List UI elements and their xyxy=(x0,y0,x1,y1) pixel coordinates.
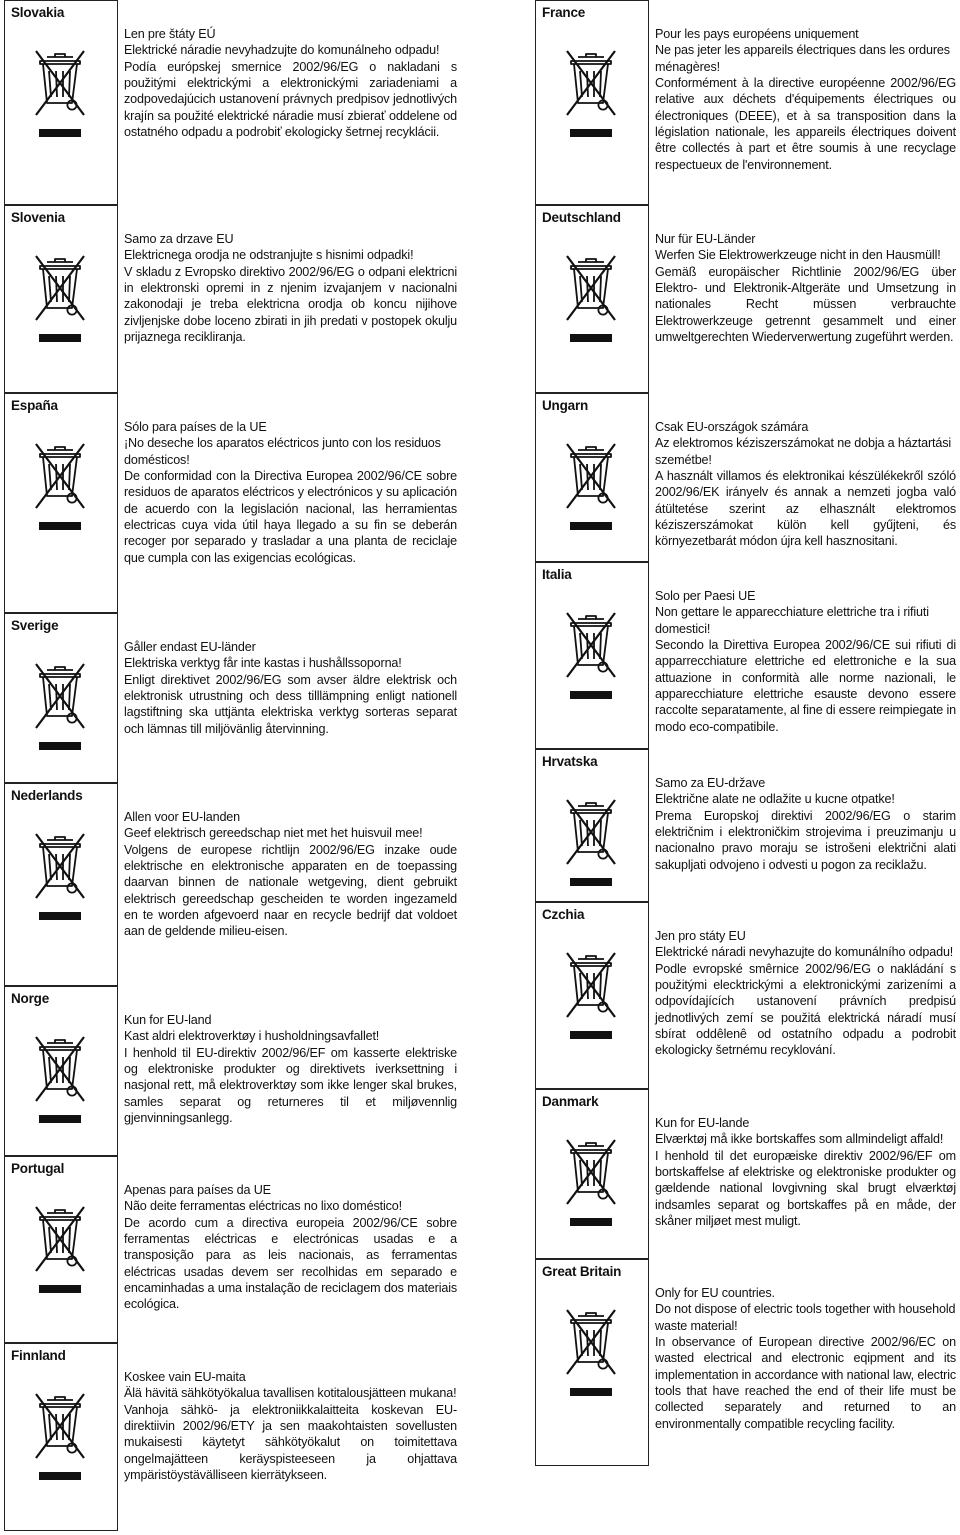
disposal-notice xyxy=(655,775,956,873)
country-cell xyxy=(535,393,649,562)
country-section xyxy=(4,783,459,986)
notice-body: Podía európskej smernice 2002/96/EG o nakladani s použitými elektrickými a elektronickými zariadeniami a zodpovedajúcich ustanovení právnych predpisov jednotlivých krajín sa použité elektrické náradie musí zbierať oddelene od ostatného odpadu a podrobiť ekologicky šetrnej recyklácii. xyxy=(124,59,457,140)
notice-body: Secondo la Direttiva Europea 2002/96/CE sui rifiuti di apparrecchiature elettriche ed elettroniche e la sua attuazione in conformità alle norme nazionali, le apparecchiature elettriche esauste devono essere raccolte separatamente, al fine di essere reimpiegate in modo eco-compatibile. xyxy=(655,638,957,734)
country-name: Great Britain xyxy=(542,1264,622,1279)
notice-warning: ¡No deseche los aparatos eléctricos junto con los residuos domésticos! xyxy=(124,436,441,467)
notice-warning: Ne pas jeter les appareils électriques dans les ordures ménagères! xyxy=(655,43,950,74)
notice-body: A használt villamos és elektronikai készülékekről szóló 2002/96/EK irányelv és annak a nemzeti jogba való átültetése szerint az elhasznált elektromos kéziszerszámokat külön kell gyűjteni, és környezetbarát módon újra kell hasznositani. xyxy=(655,469,956,549)
notice-body: Gemäß europäischer Richtlinie 2002/96/EG über Elektro- und Elektronik-Altgeräte und Umsetzung in nationales Recht müssen verbrauchte Elektrowerkzeuge getrennt gesammelt und einer umweltgerechten Wiederverwertung zugeführt werden. xyxy=(655,264,956,345)
country-name: Ungarn xyxy=(542,398,589,413)
notice-body: Prema Europskoj direktivi 2002/96/EG o starim električnim i elektroničkim strojevima i preuzimanju u nacionalno pravo moraju se istrošeni električni alati sakupljati odvojeno i odvesti u pogon za reciklažu. xyxy=(655,808,956,872)
country-section xyxy=(535,393,958,562)
country-cell xyxy=(535,749,649,902)
notice-body: De conformidad con la Directiva Europea 2002/96/CE sobre residuos de aparatos eléctricos y electrónicos y su aplicación de acuerdo con la legislación nacional, las herramientas electricas cuya vida útil haya llegado a su fin se deberán recoger por separado y trasladar a una planta de reciclaje que cumpla con las exigencias ecológicas. xyxy=(124,469,457,565)
country-name: Portugal xyxy=(11,1161,65,1176)
country-section xyxy=(4,1156,459,1343)
notice-title: Samo za drzave EU xyxy=(124,232,234,246)
notice-title: Jen pro státy EU xyxy=(655,929,746,943)
notice-warning: Älä hävitä sähkötyökalua tavallisen kotitalousjätteen mukana! xyxy=(124,1386,457,1401)
crossed-out-wheelie-bin-icon xyxy=(564,37,618,149)
country-cell xyxy=(4,783,118,986)
notice-body: I henhold til det europæiske direktiv 2002/96/EF om bortskaffelse af elektriske og elektroniske produkter og gældende national lovgivning skal brugt elværktøj indsamles separat og bortskaffes på en måde, der skåner miljøet mest muligt. xyxy=(655,1148,956,1229)
country-cell xyxy=(4,1343,118,1531)
crossed-out-wheelie-bin-icon xyxy=(564,939,618,1051)
country-name: Norge xyxy=(11,991,50,1006)
disposal-notice xyxy=(655,419,956,550)
country-name: Slovenia xyxy=(11,210,65,225)
notice-warning: Električne alate ne odlažite u kucne otpatke! xyxy=(655,792,895,807)
crossed-out-wheelie-bin-icon xyxy=(33,1193,87,1305)
country-section xyxy=(535,1089,958,1259)
country-cell xyxy=(535,0,649,205)
country-name: Deutschland xyxy=(542,210,621,225)
notice-warning: Elektricnega orodja ne odstranjujte s hisnimi odpadki! xyxy=(124,248,414,263)
country-section xyxy=(4,613,459,783)
disposal-notice xyxy=(655,1285,956,1432)
disposal-notice xyxy=(655,1115,956,1229)
notice-body: Conformément à la directive européenne 2002/96/EG relative aux déchets d'équipements électriques ou électroniques (DEEE), et à sa transposition dans la législation nationale, les appareils électriques doivent être collectés à part et être soumis à une recyclage respectueux de l'environnement. xyxy=(655,76,956,172)
notice-warning: Non gettare le apparecchiature elettriche tra i rifiuti domestici! xyxy=(655,605,929,636)
notice-warning: Elværktøj må ikke bortskaffes som allmindeligt affald! xyxy=(655,1132,944,1147)
country-section xyxy=(4,205,459,393)
notice-title: Apenas para países da UE xyxy=(124,1183,271,1197)
notice-title: Gåller endast EU-länder xyxy=(124,640,256,654)
country-cell xyxy=(4,1156,118,1343)
crossed-out-wheelie-bin-icon xyxy=(564,1126,618,1238)
notice-title: Samo za EU-države xyxy=(655,776,766,790)
notice-title: Kun for EU-lande xyxy=(655,1116,750,1130)
country-cell xyxy=(535,205,649,393)
notice-title: Pour les pays européens uniquement xyxy=(655,27,859,41)
country-section xyxy=(4,986,459,1156)
notice-warning: Kast aldri elektroverktøy i husholdningsavfallet! xyxy=(124,1029,380,1044)
crossed-out-wheelie-bin-icon xyxy=(564,242,618,354)
country-section xyxy=(535,562,958,749)
notice-warning: Werfen Sie Elektrowerkzeuge nicht in den Hausmüll! xyxy=(655,248,941,263)
country-section xyxy=(535,749,958,902)
crossed-out-wheelie-bin-icon xyxy=(33,1023,87,1135)
country-cell xyxy=(4,205,118,393)
notice-body: V skladu z Evropsko direktivo 2002/96/EG o odpani elektricni in elektronski opremi in z njenim izvajanjem v nacionalni zakonodaji je treba elektricna orodja ob koncu nijihove zivljenjske dobe loceno zbirati in jih predati v postopek okulju prijaznega recikliranja. xyxy=(124,264,457,345)
country-name: Sverige xyxy=(11,618,59,633)
country-section xyxy=(4,1343,459,1531)
notice-body: De acordo cum a directiva europeia 2002/96/CE sobre ferramentas eléctricas e electrónicas usadas e a transposição para as leis nacionais, as ferramentas eléctricas usadas devem ser recolhidas em separado e encaminhadas a uma instalação de reciclagem dos materiais ecológica. xyxy=(124,1215,457,1312)
country-section xyxy=(4,393,459,613)
country-cell xyxy=(535,1089,649,1259)
disposal-notice xyxy=(655,588,956,735)
country-cell xyxy=(4,393,118,613)
crossed-out-wheelie-bin-icon xyxy=(564,430,618,542)
country-name: Danmark xyxy=(542,1094,599,1109)
country-name: Nederlands xyxy=(11,788,83,803)
country-name: España xyxy=(11,398,58,413)
disposal-notice xyxy=(124,1369,457,1483)
country-cell xyxy=(535,902,649,1089)
crossed-out-wheelie-bin-icon xyxy=(564,599,618,711)
notice-title: Len pre štáty EÚ xyxy=(124,27,216,41)
notice-title: Solo per Paesi UE xyxy=(655,589,756,603)
notice-body: Volgens de europese richtlijn 2002/96/EG inzake oude elektrische en elektronische apparaten en de toepassing daarvan binnen de nationale wetgeving, dient gebruikt elektrisch gereedschap gescheiden te worden ingezameld en te worden afgevoerd naar en recycle bedrijf dat voldoet aan de geldende milieu-eisen. xyxy=(124,842,457,939)
crossed-out-wheelie-bin-icon xyxy=(33,1380,87,1492)
notice-title: Nur für EU-Länder xyxy=(655,232,756,246)
country-cell xyxy=(535,562,649,749)
country-name: Czchia xyxy=(542,907,585,922)
notice-body: Enligt direktivet 2002/96/EG som avser äldre elektrisk och elektronisk utrustning och dess tilllämpning enligt nationell lagstiftning ska uttjänta elektriska verktyg sorteras separat och lämnas till miljövänlig återvinning. xyxy=(124,672,457,736)
notice-body: Podle evropské smêrnice 2002/96/EG o nakládání s použitými elecktrickými a elektronickými zarizeními a odpovídajících ustanovení právních predpisú jednotlivých zemí se použitá elektrická náradí musí sbírat oddêlenê od ostatního odpadu a podrobit ekologicky šetrnému recyklování. xyxy=(655,961,956,1058)
crossed-out-wheelie-bin-icon xyxy=(564,1296,618,1408)
country-name: Slovakia xyxy=(11,5,65,20)
disposal-notice xyxy=(124,419,457,566)
notice-warning: Elektriska verktyg får inte kastas i hushållssoporna! xyxy=(124,656,402,671)
notice-title: Allen voor EU-landen xyxy=(124,810,241,824)
notice-body: I henhold til EU-direktiv 2002/96/EF om kasserte elektriske og elektroniske produkter og direktivets iverksettning i nasjonal rett, må elektroverktøy som ikke lenger skal brukes, samles separat og returneres til et miljøvennlig gjenvinningsanlegg. xyxy=(124,1045,457,1126)
country-cell xyxy=(4,986,118,1156)
country-cell xyxy=(4,0,118,205)
country-name: Finnland xyxy=(11,1348,66,1363)
notice-warning: Elektrické náradie nevyhadzujte do komunálneho odpadu! xyxy=(124,43,440,58)
crossed-out-wheelie-bin-icon xyxy=(33,37,87,149)
disposal-notice xyxy=(655,231,956,345)
country-name: Italia xyxy=(542,567,572,582)
crossed-out-wheelie-bin-icon xyxy=(33,430,87,542)
country-section xyxy=(4,0,459,205)
notice-title: Kun for EU-land xyxy=(124,1013,212,1027)
country-cell xyxy=(4,613,118,783)
disposal-notice xyxy=(655,26,956,173)
country-name: France xyxy=(542,5,586,20)
disposal-notice xyxy=(655,928,956,1059)
crossed-out-wheelie-bin-icon xyxy=(33,820,87,932)
disposal-notice xyxy=(124,809,457,940)
country-cell xyxy=(535,1259,649,1466)
country-section xyxy=(535,1259,958,1466)
notice-title: Koskee vain EU-maita xyxy=(124,1370,246,1384)
country-section xyxy=(535,0,958,205)
disposal-notice xyxy=(124,26,457,140)
disposal-notice xyxy=(124,231,457,345)
notice-body: Vanhoja sähkö- ja elektroniikkalaitteita koskevan EU-direktiivin 2002/96/ETY ja sen maakohtaisten sovellusten mukaisesti käytetyt sähkötyökalut on toimitettava ongelmajätteen keräyspisteeseen ja ohjattava ympäristöystävälliseen kierrätykseen. xyxy=(124,1402,457,1483)
notice-warning: Geef elektrisch gereedschap niet met het huisvuil mee! xyxy=(124,826,423,841)
crossed-out-wheelie-bin-icon xyxy=(564,786,618,898)
disposal-notice xyxy=(124,1182,457,1313)
notice-warning: Não deite ferramentas eléctricas no lixo doméstico! xyxy=(124,1199,402,1214)
country-section xyxy=(535,205,958,393)
disposal-notice xyxy=(124,1012,457,1126)
country-name: Hrvatska xyxy=(542,754,598,769)
notice-title: Only for EU countries. xyxy=(655,1286,775,1300)
notice-body: In observance of European directive 2002/96/EC on wasted electrical and electronic eqipment and its implementation in accordance with national law, electric tools that have reached the end of their life must be collected separately and returned to an environmentally compatible recycling facility. xyxy=(655,1335,957,1431)
notice-title: Csak EU-országok számára xyxy=(655,420,809,434)
notice-title: Sólo para países de la UE xyxy=(124,420,267,434)
notice-warning: Az elektromos kéziszerszámokat ne dobja a háztartási szemétbe! xyxy=(655,436,951,467)
country-section xyxy=(535,902,958,1089)
notice-warning: Elektrické náradi nevyhazujte do komunálního odpadu! xyxy=(655,945,954,960)
crossed-out-wheelie-bin-icon xyxy=(33,650,87,762)
crossed-out-wheelie-bin-icon xyxy=(33,242,87,354)
notice-warning: Do not dispose of electric tools together with household waste material! xyxy=(655,1302,956,1333)
disposal-notice xyxy=(124,639,457,737)
